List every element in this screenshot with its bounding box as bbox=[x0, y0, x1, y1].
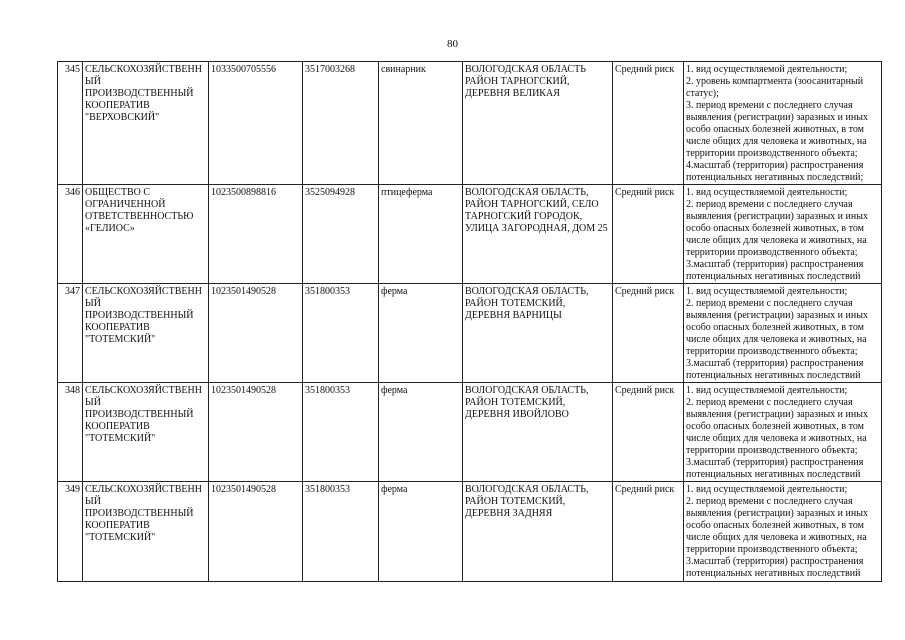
row-number: 346 bbox=[58, 185, 83, 284]
table-row bbox=[58, 185, 882, 284]
criteria-line: особо опасных болезней животных, в том bbox=[686, 421, 864, 432]
object-type: ферма bbox=[379, 383, 463, 482]
criteria-line: 2. уровень компартмента (зоосанитарный bbox=[686, 76, 864, 87]
criteria-line: выявления (регистрации) заразных и иных bbox=[686, 409, 868, 420]
criteria-line: выявления (регистрации) заразных и иных bbox=[686, 211, 868, 222]
criteria-line: 2. период времени с последнего случая bbox=[686, 496, 853, 507]
row-number: 349 bbox=[58, 482, 83, 582]
inn: 3517003268 bbox=[303, 62, 379, 185]
registry-table bbox=[57, 61, 882, 582]
risk-criteria bbox=[684, 284, 882, 383]
criteria-line: выявления (регистрации) заразных и иных bbox=[686, 310, 868, 321]
criteria-line: выявления (регистрации) заразных и иных bbox=[686, 112, 868, 123]
criteria-line: 1. вид осуществляемой деятельности; bbox=[686, 64, 848, 75]
table-row bbox=[58, 284, 882, 383]
object-address: ВОЛОГОДСКАЯ ОБЛАСТЬ, РАЙОН ТОТЕМСКИЙ, ДЕРЕВНЯ ВАРНИЦЫ bbox=[463, 284, 613, 383]
criteria-line: 4.масштаб (территория) распространения bbox=[686, 160, 864, 171]
criteria-line: 3. период времени с последнего случая bbox=[686, 100, 853, 111]
criteria-line: особо опасных болезней животных, в том bbox=[686, 223, 864, 234]
criteria-line: территории производственного объекта; bbox=[686, 247, 858, 258]
criteria-line: 2. период времени с последнего случая bbox=[686, 298, 853, 309]
criteria-line: территории производственного объекта; bbox=[686, 346, 858, 357]
criteria-line: числе общих для человека и животных, на bbox=[686, 532, 867, 543]
criteria-line: потенциальных негативных последствий bbox=[686, 568, 861, 579]
risk-category: Средний риск bbox=[613, 185, 684, 284]
criteria-line: 3.масштаб (территория) распространения bbox=[686, 358, 864, 369]
object-address: ВОЛОГОДСКАЯ ОБЛАСТЬ, РАЙОН ТАРНОГСКИЙ, СЕЛО ТАРНОГСКИЙ ГОРОДОК, УЛИЦА ЗАГОРОДНАЯ, ДОМ 25 bbox=[463, 185, 613, 284]
object-address: ВОЛОГОДСКАЯ ОБЛАСТЬ РАЙОН ТАРНОГСКИЙ, ДЕРЕВНЯ ВЕЛИКАЯ bbox=[463, 62, 613, 185]
criteria-line: 1. вид осуществляемой деятельности; bbox=[686, 187, 848, 198]
criteria-line: потенциальных негативных последствий bbox=[686, 271, 861, 282]
table-row bbox=[58, 383, 882, 482]
ogrn: 1023501490528 bbox=[209, 383, 303, 482]
criteria-line: территории производственного объекта; bbox=[686, 544, 858, 555]
organization-name: СЕЛЬСКОХОЗЯЙСТВЕННЫЙ ПРОИЗВОДСТВЕННЫЙ КООПЕРАТИВ "ТОТЕМСКИЙ" bbox=[83, 482, 209, 582]
ogrn: 1023501490528 bbox=[209, 482, 303, 582]
criteria-line: 3.масштаб (территория) распространения bbox=[686, 259, 864, 270]
criteria-line: числе общих для человека и животных, на bbox=[686, 433, 867, 444]
organization-name: ОБЩЕСТВО С ОГРАНИЧЕННОЙ ОТВЕТСТВЕННОСТЬЮ «ГЕЛИОС» bbox=[83, 185, 209, 284]
object-type: свинарник bbox=[379, 62, 463, 185]
organization-name: СЕЛЬСКОХОЗЯЙСТВЕННЫЙ ПРОИЗВОДСТВЕННЫЙ КООПЕРАТИВ "ВЕРХОВСКИЙ" bbox=[83, 62, 209, 185]
criteria-line: особо опасных болезней животных, в том bbox=[686, 124, 864, 135]
risk-category: Средний риск bbox=[613, 383, 684, 482]
criteria-line: потенциальных негативных последствий bbox=[686, 469, 861, 480]
inn: 351800353 bbox=[303, 383, 379, 482]
criteria-line: 2. период времени с последнего случая bbox=[686, 199, 853, 210]
risk-criteria bbox=[684, 482, 882, 582]
criteria-line: потенциальных негативных последствий; bbox=[686, 172, 864, 183]
inn: 3525094928 bbox=[303, 185, 379, 284]
risk-criteria bbox=[684, 62, 882, 185]
row-number: 347 bbox=[58, 284, 83, 383]
row-number: 348 bbox=[58, 383, 83, 482]
row-number: 345 bbox=[58, 62, 83, 185]
organization-name: СЕЛЬСКОХОЗЯЙСТВЕННЫЙ ПРОИЗВОДСТВЕННЫЙ КООПЕРАТИВ "ТОТЕМСКИЙ" bbox=[83, 383, 209, 482]
risk-criteria bbox=[684, 185, 882, 284]
object-address: ВОЛОГОДСКАЯ ОБЛАСТЬ, РАЙОН ТОТЕМСКИЙ, ДЕРЕВНЯ ИВОЙЛОВО bbox=[463, 383, 613, 482]
criteria-line: 3.масштаб (территория) распространения bbox=[686, 556, 864, 567]
inn: 351800353 bbox=[303, 284, 379, 383]
criteria-line: потенциальных негативных последствий bbox=[686, 370, 861, 381]
criteria-line: 1. вид осуществляемой деятельности; bbox=[686, 286, 848, 297]
risk-criteria bbox=[684, 383, 882, 482]
table-row bbox=[58, 482, 882, 582]
criteria-line: территории производственного объекта; bbox=[686, 445, 858, 456]
criteria-line: числе общих для человека и животных, на bbox=[686, 334, 867, 345]
ogrn: 1033500705556 bbox=[209, 62, 303, 185]
criteria-line: 2. период времени с последнего случая bbox=[686, 397, 853, 408]
criteria-line: числе общих для человека и животных, на bbox=[686, 235, 867, 246]
ogrn: 1023500898816 bbox=[209, 185, 303, 284]
risk-category: Средний риск bbox=[613, 482, 684, 582]
criteria-line: выявления (регистрации) заразных и иных bbox=[686, 508, 868, 519]
table-row bbox=[58, 62, 882, 185]
criteria-line: 1. вид осуществляемой деятельности; bbox=[686, 385, 848, 396]
object-type: ферма bbox=[379, 284, 463, 383]
criteria-line: статус); bbox=[686, 88, 719, 99]
risk-category: Средний риск bbox=[613, 62, 684, 185]
criteria-line: территории производственного объекта; bbox=[686, 148, 858, 159]
object-type: птицеферма bbox=[379, 185, 463, 284]
risk-category: Средний риск bbox=[613, 284, 684, 383]
ogrn: 1023501490528 bbox=[209, 284, 303, 383]
criteria-line: числе общих для человека и животных, на bbox=[686, 136, 867, 147]
object-type: ферма bbox=[379, 482, 463, 582]
criteria-line: 1. вид осуществляемой деятельности; bbox=[686, 484, 848, 495]
criteria-line: 3.масштаб (территория) распространения bbox=[686, 457, 864, 468]
inn: 351800353 bbox=[303, 482, 379, 582]
criteria-line: особо опасных болезней животных, в том bbox=[686, 520, 864, 531]
page-number: 80 bbox=[447, 38, 458, 50]
criteria-line: особо опасных болезней животных, в том bbox=[686, 322, 864, 333]
organization-name: СЕЛЬСКОХОЗЯЙСТВЕННЫЙ ПРОИЗВОДСТВЕННЫЙ КООПЕРАТИВ "ТОТЕМСКИЙ" bbox=[83, 284, 209, 383]
object-address: ВОЛОГОДСКАЯ ОБЛАСТЬ, РАЙОН ТОТЕМСКИЙ, ДЕРЕВНЯ ЗАДНЯЯ bbox=[463, 482, 613, 582]
